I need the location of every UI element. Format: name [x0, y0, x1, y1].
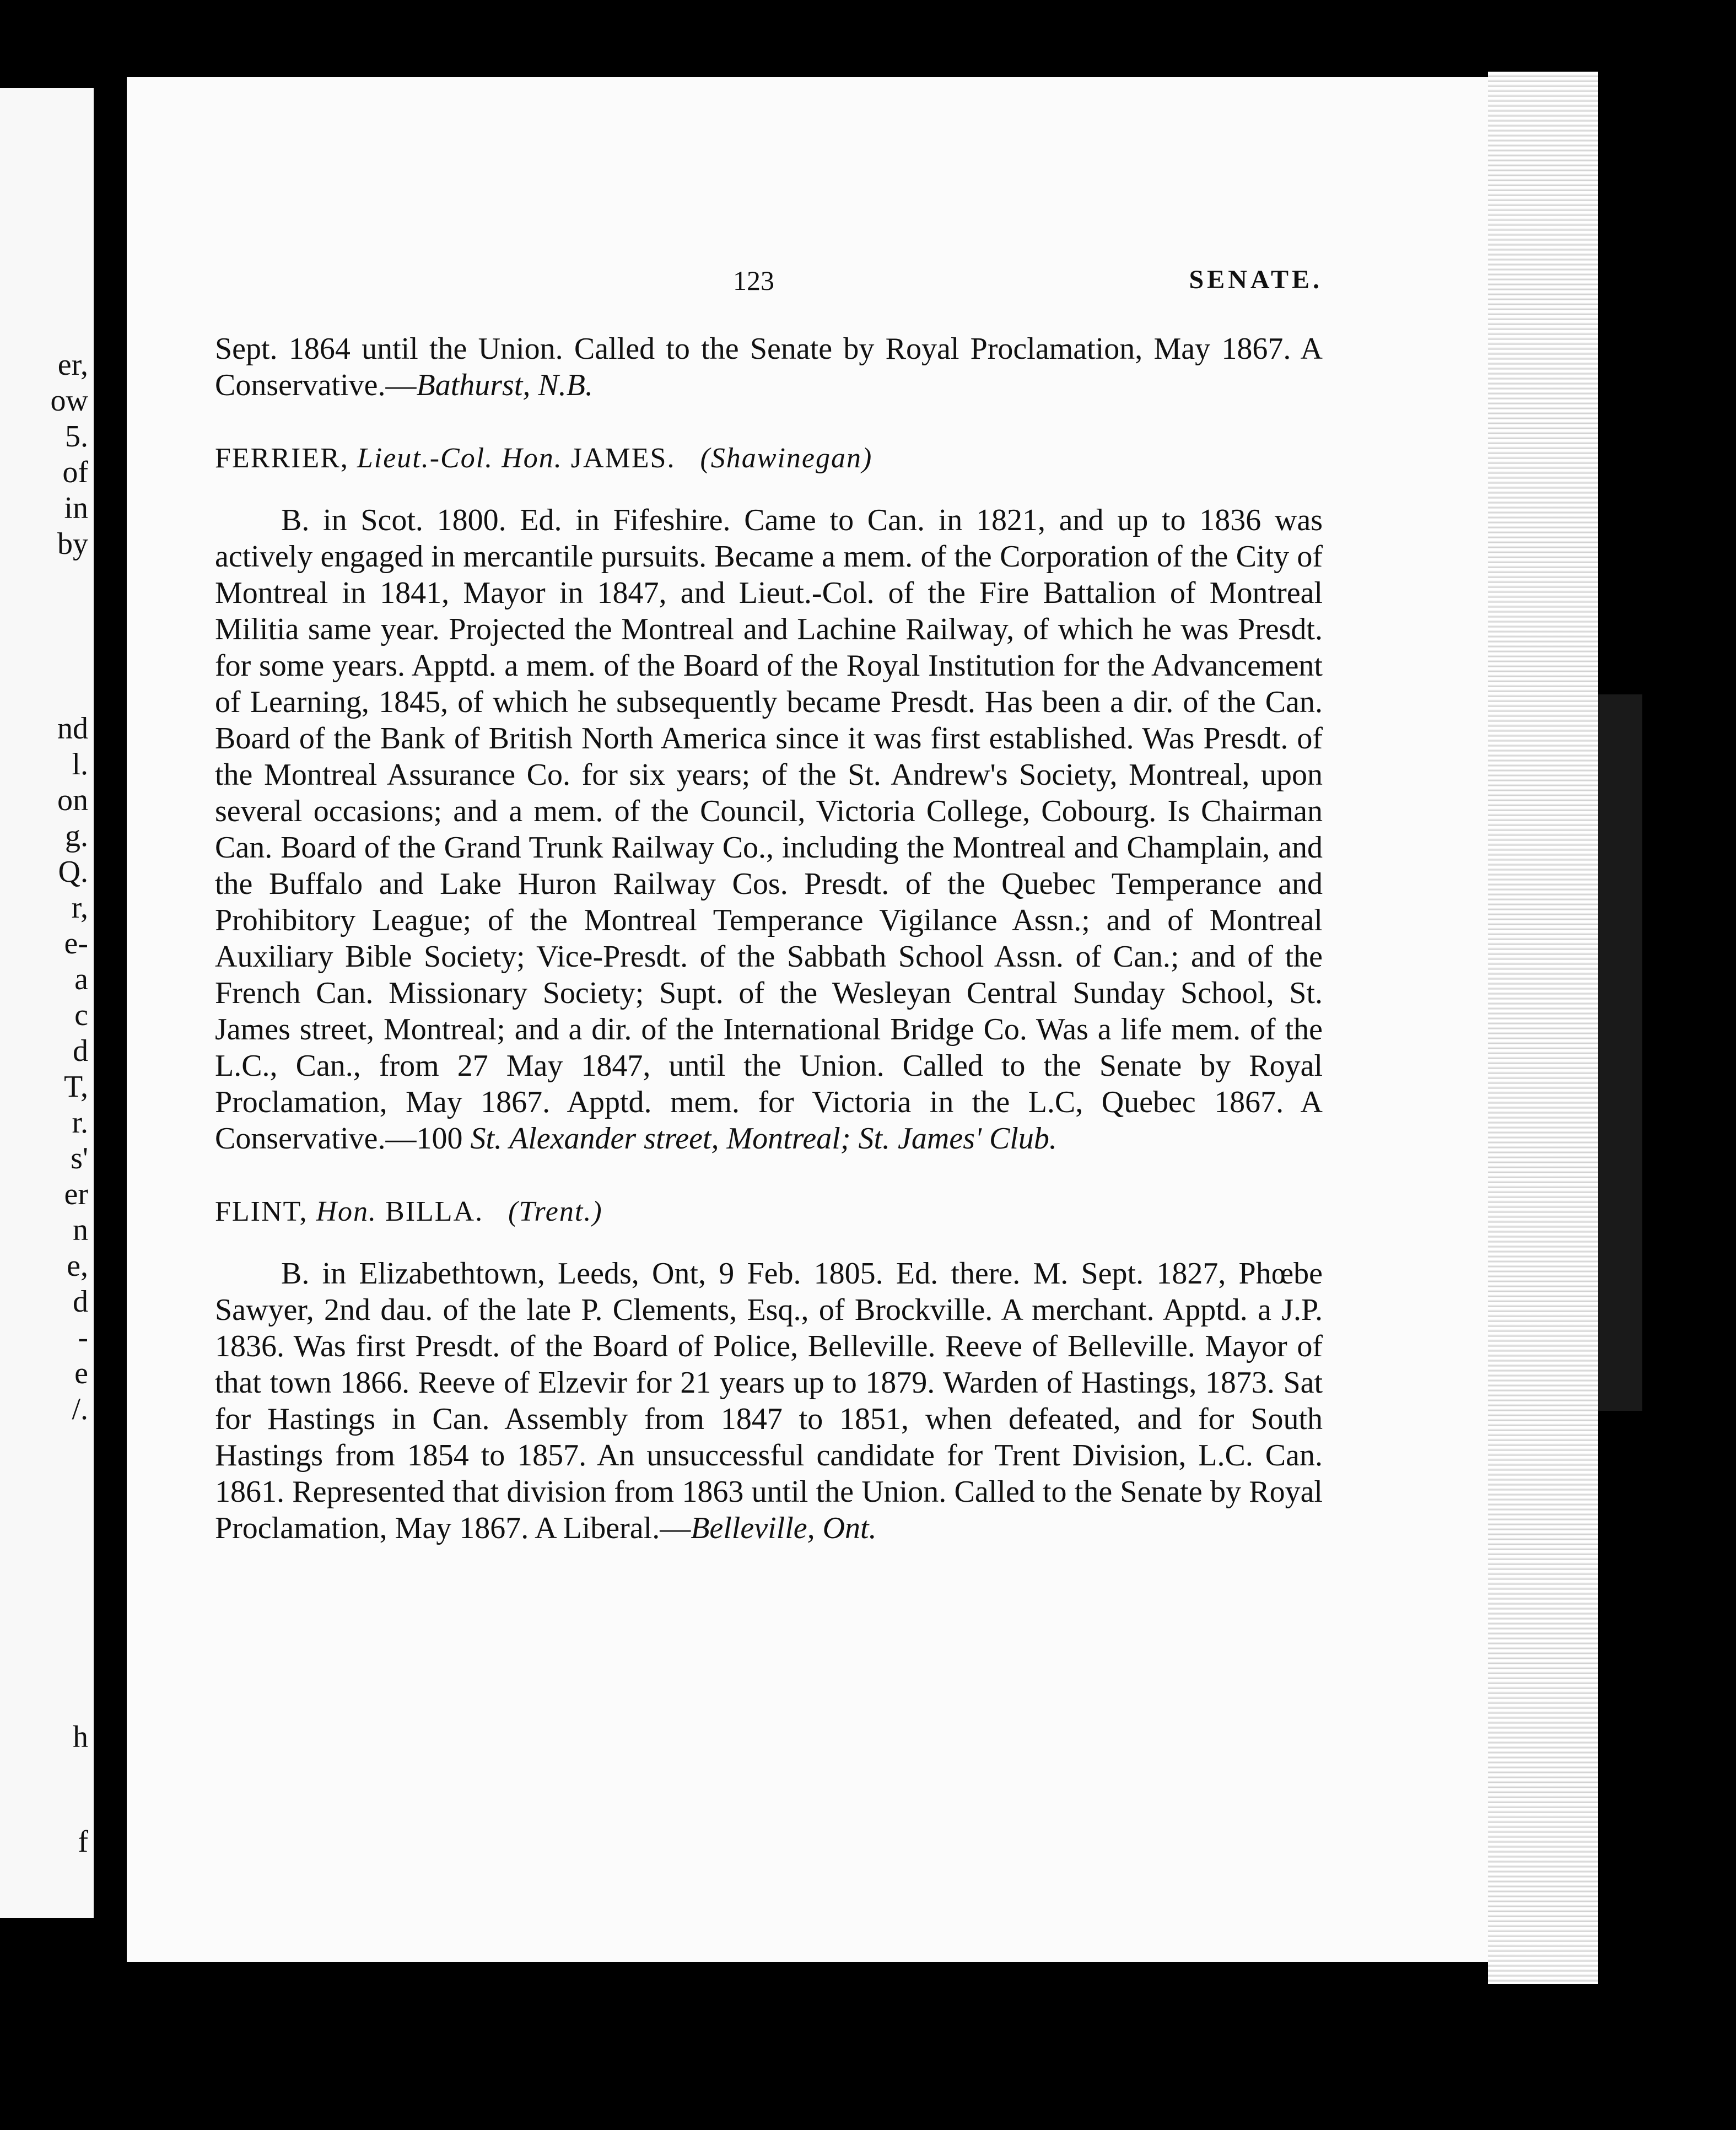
margin-fragment: r.	[72, 1106, 88, 1140]
margin-fragment: /.	[72, 1392, 88, 1426]
entry-division: (Shawinegan)	[700, 443, 873, 474]
margin-fragment: e,	[67, 1249, 88, 1283]
continuation-paragraph	[215, 331, 1323, 403]
entry-division: (Trent.)	[508, 1196, 603, 1227]
continuation-text: Sept. 1864 until the Union. Called to the Senate by Royal Proclamation, May 1867. A Conservative.—	[215, 332, 1323, 402]
page-edge	[1488, 72, 1598, 1984]
entry-address: Belleville, Ont.	[691, 1511, 877, 1545]
dark-band	[1598, 694, 1642, 1411]
margin-fragment: g.	[65, 819, 88, 853]
margin-fragment: d	[73, 1285, 88, 1319]
margin-fragment: in	[64, 491, 88, 525]
margin-fragment: f	[78, 1825, 88, 1859]
adjacent-page-sliver	[0, 88, 94, 1918]
margin-fragment: of	[62, 455, 88, 489]
margin-fragment: s'	[71, 1141, 88, 1175]
entry-body-text: B. in Scot. 1800. Ed. in Fifeshire. Came to Can. in 1821, and up to 1836 was actively engaged in mercantile pursuits. Became a mem. of the Corporation of the City of Montreal in 1841, Mayor in 1847, and Lieut.-Col. of the Fire Battalion of Montreal Militia same year. Projected the Montreal and Lachine Railway, of which he was Presdt. for some years. Apptd. a mem. of the Board of the Royal Institution for the Advancement of Learning, 1845, of which he subsequently became Presdt. Has been a dir. of the Can. Board of the Bank of British North America since it was first established. Was Presdt. of the Montreal Assurance Co. for six years; of the St. Andrew's Society, Montreal, upon several occasions; and a mem. of the Council, Victoria College, Cobourg. Is Chairman Can. Board of the Grand Trunk Railway Co., including the Montreal and Champlain, and the Buffalo and Lake Huron Railway Cos. Presdt. of the Quebec Temperance and Prohibitory League; of the Montreal Temperance Vigilance Assn.; and of Montreal Auxiliary Bible Society; Vice-Presdt. of the Sabbath School Assn. of Can.; and of the French Can. Missionary Society; Supt. of the Wesleyan Central Sunday School, St. James street, Montreal; and a dir. of the International Bridge Co. Was a life mem. of the L.C., Can., from 27 May 1847, until the Union. Called to the Senate by Royal Proclamation, May 1867. Apptd. mem. for Victoria in the L.C, Quebec 1867. A Conservative.—100	[215, 503, 1323, 1156]
entry-heading	[215, 442, 1323, 474]
margin-fragment: er,	[57, 348, 88, 382]
entry-body-text: B. in Elizabethtown, Leeds, Ont, 9 Feb. 1805. Ed. there. M. Sept. 1827, Phœbe Sawyer, 2nd dau. of the late P. Clements, Esq., of Brockville. A merchant. Apptd. a J.P. 1836. Was first Presdt. of the Board of Police, Belleville. Reeve of Belleville. Mayor of that town 1866. Reeve of Elzevir for 21 years up to 1879. Warden of Hastings, 1873. Sat for Hastings in Can. Assembly from 1847 to 1851, when defeated, and for South Hastings from 1854 to 1857. An unsuccessful candidate for Trent Division, L.C. Can. 1861. Represented that division from 1863 until the Union. Called to the Senate by Royal Proclamation, May 1867. A Liberal.—	[215, 1257, 1323, 1545]
book-gutter	[94, 77, 127, 1951]
margin-fragment: d	[73, 1034, 88, 1068]
margin-fragment: by	[57, 527, 88, 561]
margin-fragment: T,	[63, 1070, 88, 1104]
page-header	[215, 265, 1323, 309]
margin-fragment: nd	[57, 711, 88, 746]
margin-fragment: e	[74, 1356, 88, 1390]
entry-heading	[215, 1195, 1323, 1228]
margin-fragment: er	[64, 1177, 88, 1211]
margin-fragment: 5.	[65, 419, 88, 454]
entry-surname: FERRIER,	[215, 443, 349, 474]
margin-fragment: Q.	[58, 855, 88, 889]
margin-fragment: e-	[64, 926, 88, 961]
page-content	[215, 265, 1323, 1546]
page-number: 123	[733, 265, 774, 296]
entry-surname: FLINT,	[215, 1196, 308, 1227]
entry-title: Lieut.-Col. Hon.	[357, 443, 563, 474]
margin-fragment: ow	[50, 384, 88, 418]
margin-fragment: n	[73, 1213, 88, 1247]
margin-fragment: on	[57, 783, 88, 817]
entry-given-name: JAMES.	[570, 443, 676, 474]
continuation-address: Bathurst, N.B.	[416, 368, 593, 402]
margin-fragment: h	[73, 1720, 88, 1754]
margin-fragment: l.	[72, 747, 88, 781]
margin-fragment: -	[78, 1320, 88, 1355]
margin-fragment: r,	[71, 891, 88, 925]
margin-fragment: a	[74, 962, 88, 996]
entry-body	[215, 502, 1323, 1157]
entry-title: Hon.	[316, 1196, 378, 1227]
entry-address: St. Alexander street, Montreal; St. James' Club.	[470, 1121, 1057, 1156]
entry-body	[215, 1255, 1323, 1546]
running-head: SENATE.	[1189, 265, 1323, 294]
margin-fragment: c	[74, 998, 88, 1032]
entry-given-name: BILLA.	[385, 1196, 484, 1227]
